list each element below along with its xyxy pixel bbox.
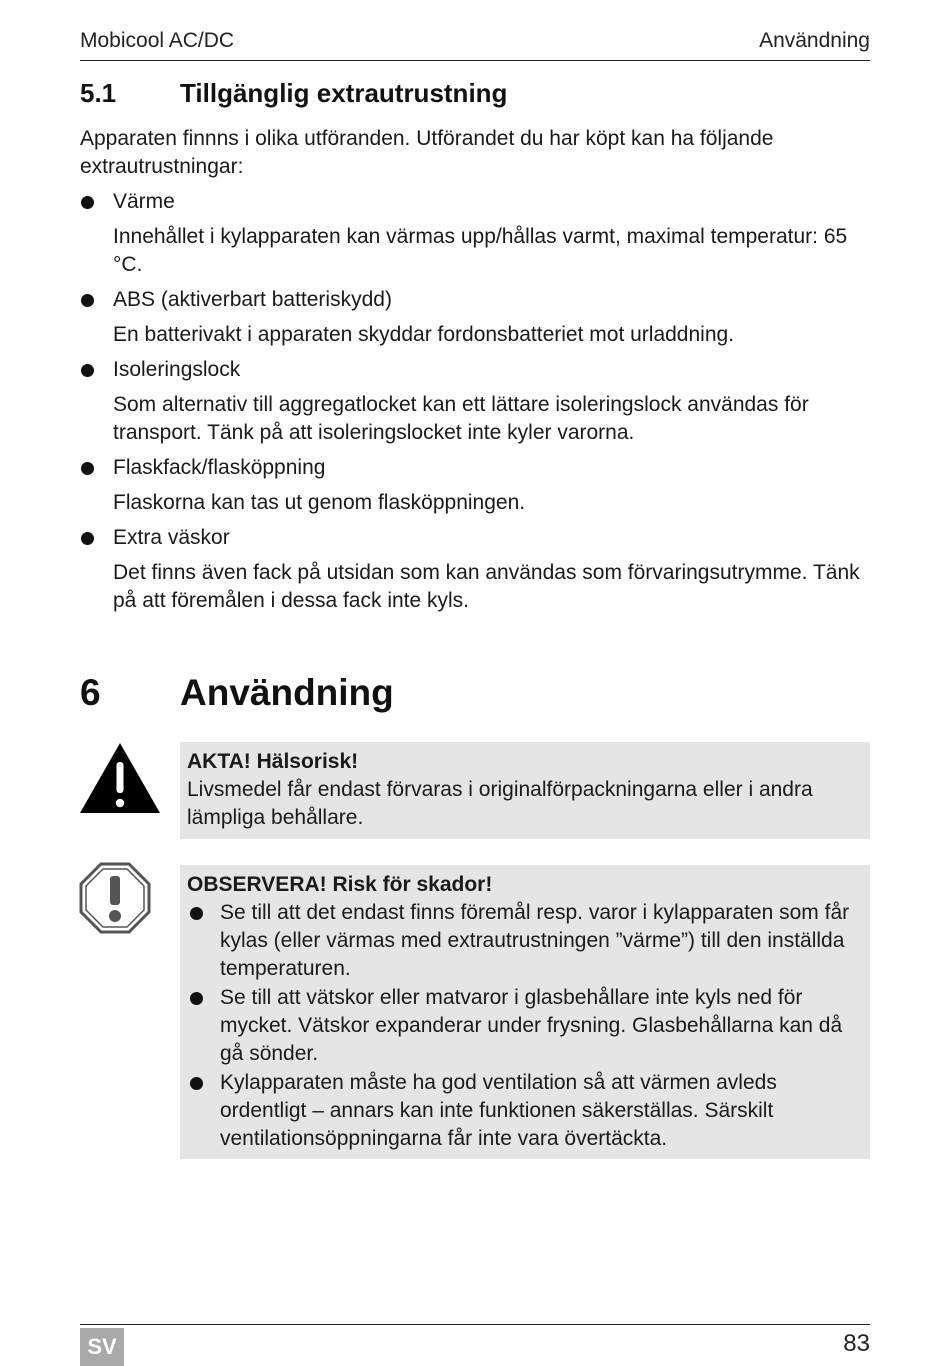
warning-triangle-icon [79,742,161,814]
caution-list [187,899,862,1153]
warning-notice [180,742,870,839]
bullet-icon [81,532,94,545]
bullet-icon [190,992,203,1005]
section-title: Tillgänglig extrautrustning [180,78,508,108]
caution-item-text: Se till att vätskor eller matvaror i glasbehållare inte kyls ned för mycket. Vätskor expanderar under frysning. Glasbehållarna kan då gå sönder. [220,986,843,1065]
feature-name: Extra väskor [113,526,230,549]
bullet-icon [81,294,94,307]
bullet-icon [81,462,94,475]
feature-description: Innehållet i kylapparaten kan värmas upp/hållas varmt, maximal temperatur: 65 °C. [113,225,848,276]
warning-text: Livsmedel får endast förvaras i originalförpackningarna eller i andra lämpliga behållare. [187,778,813,829]
bullet-icon [81,364,94,377]
feature-list [80,188,870,622]
feature-description: Flaskorna kan tas ut genom flasköppningen. [113,491,526,514]
page-number: 83 [843,1330,870,1357]
feature-name: Isoleringslock [113,358,241,381]
caution-item-text: Se till att det endast finns föremål resp. varor i kylapparaten som får kylas (eller värmas med extrautrustningen ”värme”) till den inställda temperaturen. [220,901,850,980]
language-badge: SV [80,1328,124,1366]
chapter-number: 6 [80,672,101,713]
page-header [80,28,870,61]
header-chapter-name: Användning [759,29,870,52]
list-item [80,286,870,349]
bullet-icon [190,907,203,920]
feature-description: Som alternativ till aggregatlocket kan ett lättare isoleringslock användas för transport. Tänk på att isoleringslocket inte kyler varorna. [113,393,809,444]
list-item [80,524,870,615]
feature-description: En batterivakt i apparaten skyddar fordonsbatteriet mot urladdning. [113,323,735,346]
section-intro: Apparaten finnns i olika utföranden. Utförandet du har köpt kan ha följande extrautrustningar: [80,127,774,178]
warning-title: AKTA! Hälsorisk! [187,750,359,773]
list-item [187,1069,862,1153]
bullet-icon [190,1077,203,1090]
bullet-icon [81,196,94,209]
chapter-title: Användning [180,672,394,713]
list-item [187,984,862,1068]
list-item [80,188,870,279]
feature-description: Det finns även fack på utsidan som kan användas som förvaringsutrymme. Tänk på att föremålen i dessa fack inte kyls. [113,561,860,612]
header-product-name: Mobicool AC/DC [80,29,235,52]
section-number: 5.1 [80,78,117,108]
list-item [80,454,870,517]
list-item [187,899,862,983]
feature-name: ABS (aktiverbart batteriskydd) [113,288,392,311]
feature-name: Värme [113,190,175,213]
caution-notice [180,865,870,1159]
caution-octagon-icon [79,862,151,934]
caution-item-text: Kylapparaten måste ha god ventilation så att värmen avleds ordentligt – annars kan inte funktionen säkerställas. Särskilt ventilationsöppningarna får inte vara övertäckta. [220,1071,777,1150]
page-footer [80,1324,870,1366]
caution-title: OBSERVERA! Risk för skador! [187,873,493,896]
list-item [80,356,870,447]
feature-name: Flaskfack/flasköppning [113,456,326,479]
